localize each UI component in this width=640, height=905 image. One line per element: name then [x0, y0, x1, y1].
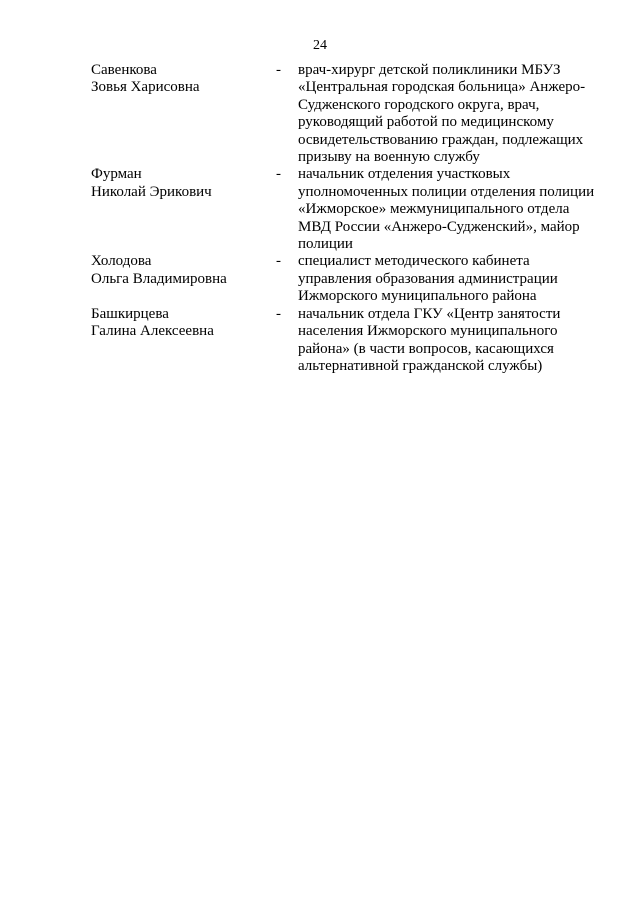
member-position: [298, 253, 601, 305]
position-line: «Ижморское» межмуниципального отдела: [298, 201, 570, 218]
member-given-names: Зовья Харисовна: [91, 79, 200, 96]
member-name: [91, 166, 271, 201]
position-line: альтернативной гражданской службы): [298, 357, 543, 374]
member-entry-savenkova: [91, 62, 601, 166]
position-line: начальник отдела ГКУ «Центр занятости: [298, 305, 561, 322]
member-position: [298, 306, 601, 376]
member-entry-kholodova: [91, 253, 601, 305]
member-given-names: Николай Эрикович: [91, 183, 212, 200]
member-given-names: Галина Алексеевна: [91, 323, 214, 340]
member-list: [91, 62, 601, 375]
member-name: [91, 253, 271, 288]
entry-dash: -: [276, 166, 281, 183]
entry-dash: -: [276, 62, 281, 78]
position-line: призыву на военную службу: [298, 149, 480, 166]
entry-dash: -: [276, 253, 281, 270]
position-line: уполномоченных полиции отделения полиции: [298, 183, 595, 200]
position-line: района» (в части вопросов, касающихся: [298, 340, 554, 357]
member-surname: Фурман: [91, 166, 142, 183]
member-surname: Башкирцева: [91, 305, 169, 322]
page-number: 24: [313, 38, 327, 53]
member-position: [298, 166, 601, 253]
member-name: [91, 62, 271, 97]
member-given-names: Ольга Владимировна: [91, 270, 227, 287]
position-line: специалист методического кабинета: [298, 253, 530, 270]
position-line: врач-хирург детской поликлиники МБУЗ: [298, 62, 561, 78]
position-line: Судженского городского округа, врач,: [298, 96, 540, 113]
member-surname: Савенкова: [91, 62, 157, 78]
member-surname: Холодова: [91, 253, 152, 270]
position-line: Ижморского муниципального района: [298, 288, 537, 305]
member-entry-furman: [91, 166, 601, 253]
position-line: «Центральная городская больница» Анжеро-: [298, 79, 586, 96]
entry-dash: -: [276, 305, 281, 322]
position-line: начальник отделения участковых: [298, 166, 511, 183]
position-line: освидетельствованию граждан, подлежащих: [298, 131, 584, 148]
member-name: [91, 306, 271, 341]
position-line: полиции: [298, 236, 353, 253]
position-line: руководящий работой по медицинскому: [298, 114, 554, 131]
position-line: населения Ижморского муниципального: [298, 323, 558, 340]
position-line: МВД России «Анжеро-Судженский», майор: [298, 218, 580, 235]
member-entry-bashkirtseva: [91, 306, 601, 376]
member-position: [298, 62, 601, 166]
position-line: управления образования администрации: [298, 270, 558, 287]
